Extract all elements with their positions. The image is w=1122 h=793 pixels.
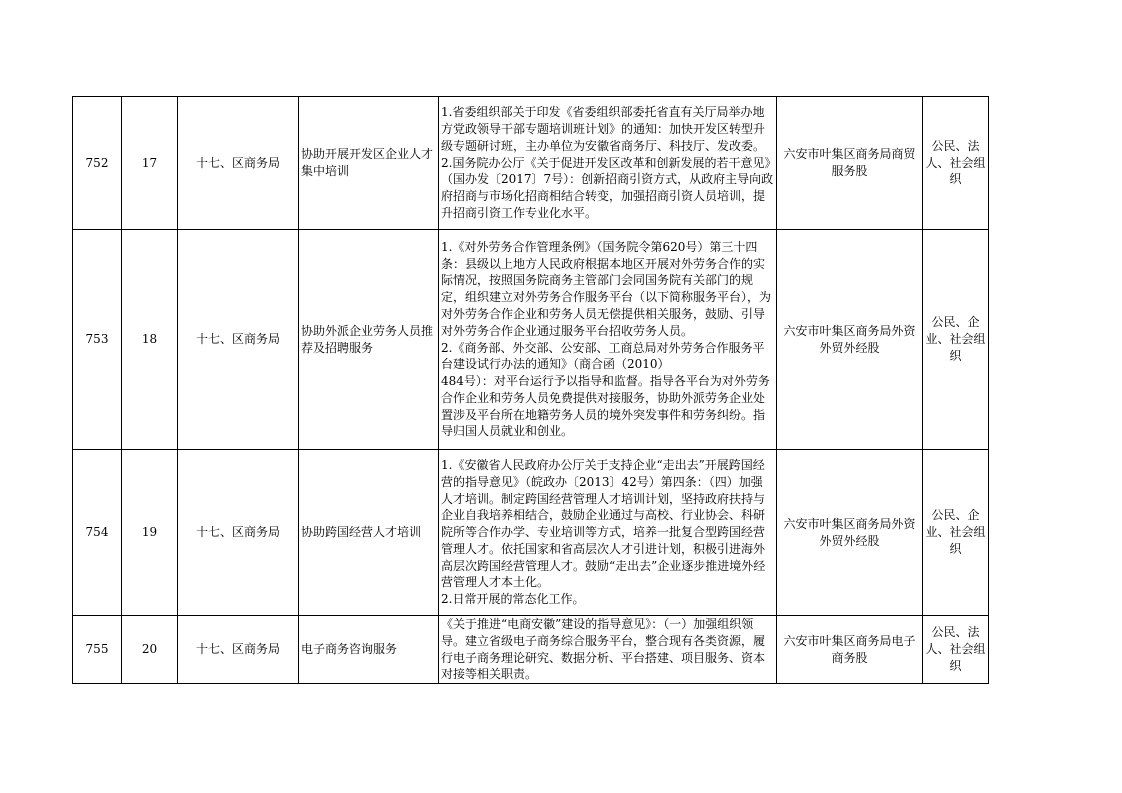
legal-basis: [439, 616, 777, 684]
department: 十七、区商务局: [178, 230, 299, 450]
service-item: 电子商务咨询服务: [299, 616, 439, 684]
basis-paragraph: 484号）：对平台运行予以指导和监督。指导各平台为对外劳务合作企业和劳务人员免费提供对接服务，协助外派劳务企业处置涉及平台所在地籍劳务人员的境外突发事件和劳务纠纷。指导归国人员就业和创业。: [441, 374, 770, 439]
legal-basis: [439, 230, 777, 450]
row-number: 754: [73, 450, 122, 616]
department: 十七、区商务局: [178, 616, 299, 684]
legal-basis: [439, 97, 777, 230]
table-row: [73, 97, 989, 230]
row-number: 755: [73, 616, 122, 684]
basis-paragraph: 2.国务院办公厅《关于促进开发区改革和创新发展的若干意见》（国办发〔2017〕7号）：创新招商引资方式，从政府主导向政府招商与市场化招商相结合转变，加强招商引资人员培训，提升招商引资工作专业化水平。: [441, 155, 774, 220]
basis-paragraph: 1.省委组织部关于印发《省委组织部委托省直有关厅局举办地方党政领导干部专题培训班计划》的通知：加快开发区转型升级专题研讨班，主办单位为安徽省商务厅、科技厅、发改委。: [441, 105, 766, 153]
department: 十七、区商务局: [178, 450, 299, 616]
basis-paragraph: 2.日常开展的常态化工作。: [441, 592, 585, 607]
responsible-unit: 六安市叶集区商务局电子商务股: [777, 616, 923, 684]
category-sequence: 20: [122, 616, 178, 684]
basis-paragraph: 《关于推进“电商安徽”建设的指导意见》：（一）加强组织领导。建立省级电子商务综合服务平台，整合现有各类资源，履行电子商务理论研究、数据分析、平台搭建、项目服务、资本对接等相关职责。: [441, 617, 766, 682]
department: 十七、区商务局: [178, 97, 299, 230]
category-sequence: 17: [122, 97, 178, 230]
legal-basis: [439, 450, 777, 616]
service-object: 公民、企业、社会组织: [923, 450, 989, 616]
service-object: 公民、法人、社会组织: [923, 97, 989, 230]
table-row: [73, 230, 989, 450]
service-item: 协助跨国经营人才培训: [299, 450, 439, 616]
service-object: 公民、企业、社会组织: [923, 230, 989, 450]
category-sequence: 18: [122, 230, 178, 450]
basis-paragraph: 2.《商务部、外交部、公安部、工商总局对外劳务合作服务平台建设试行办法的通知》（商合函（2010）: [441, 340, 765, 372]
service-list-table: [72, 96, 989, 684]
responsible-unit: 六安市叶集区商务局外资外贸外经股: [777, 450, 923, 616]
service-object: 公民、法人、社会组织: [923, 616, 989, 684]
basis-paragraph: 1.《安徽省人民政府办公厅关于支持企业“走出去”开展跨国经营的指导意见》（皖政办〔2013〕42号）第四条：（四）加强人才培训。制定跨国经营管理人才培训计划，坚持政府扶持与企业自我培养相结合，鼓励企业通过与高校、行业协会、科研院所等合作办学、专业培训等方式，培养一批复合型跨国经营管理人才。依托国家和省高层次人才引进计划，积极引进海外高层次跨国经营管理人才。鼓励“走出去”企业逐步推进境外经营管理人才本土化。: [441, 457, 766, 590]
category-sequence: 19: [122, 450, 178, 616]
responsible-unit: 六安市叶集区商务局商贸服务股: [777, 97, 923, 230]
table-row: [73, 450, 989, 616]
responsible-unit: 六安市叶集区商务局外资外贸外经股: [777, 230, 923, 450]
service-item: 协助外派企业劳务人员推荐及招聘服务: [299, 230, 439, 450]
row-number: 753: [73, 230, 122, 450]
service-item: 协助开展开发区企业人才集中培训: [299, 97, 439, 230]
basis-paragraph: 1.《对外劳务合作管理条例》（国务院令第620号）第三十四条：县级以上地方人民政府根据本地区开展对外劳务合作的实际情况，按照国务院商务主管部门会同国务院有关部门的规定，组织建立对外劳务合作服务平台（以下简称服务平台），为对外劳务合作企业和劳务人员无偿提供相关服务，鼓励、引导对外劳务合作企业通过服务平台招收劳务人员。: [441, 239, 772, 338]
row-number: 752: [73, 97, 122, 230]
table-row: [73, 616, 989, 684]
